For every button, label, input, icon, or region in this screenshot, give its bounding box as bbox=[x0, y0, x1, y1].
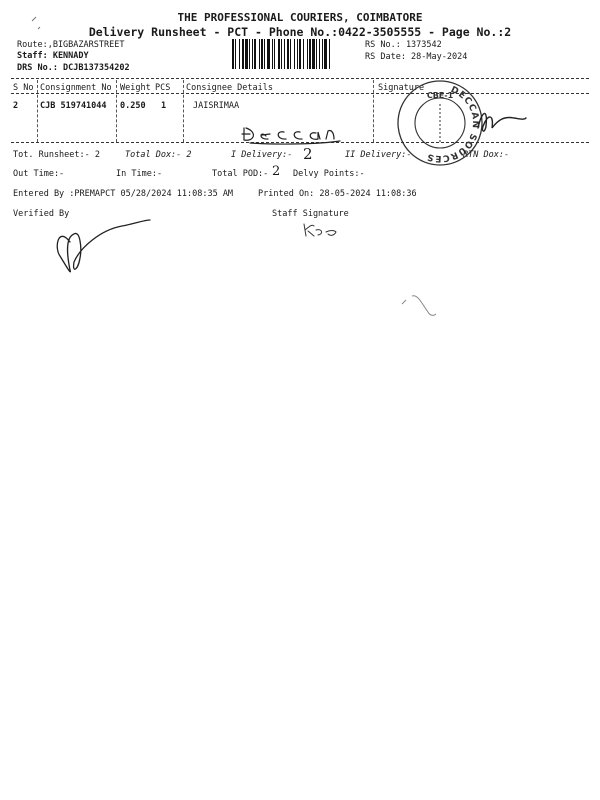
stamp-code: CBE-1 bbox=[426, 91, 454, 100]
cell-sno: 2 bbox=[13, 101, 19, 111]
handwritten-consignee-note bbox=[240, 120, 350, 146]
rs-number: RS No.: 1373542 bbox=[365, 40, 442, 50]
rs-date: RS Date: 28-May-2024 bbox=[365, 52, 468, 62]
barcode-bar bbox=[307, 39, 308, 69]
barcode-bar bbox=[329, 39, 330, 69]
barcode-bar bbox=[278, 39, 280, 69]
col-divider bbox=[183, 80, 184, 142]
in-time: In Time:- bbox=[116, 169, 163, 179]
verified-signature bbox=[50, 218, 160, 280]
barcode-bar bbox=[319, 39, 320, 69]
stamp-text: DECCAN SOURCES bbox=[425, 85, 481, 164]
barcode-bar bbox=[242, 39, 244, 69]
entered-by: Entered By :PREMAPCT 05/28/2024 11:08:35 AM bbox=[13, 189, 234, 199]
ii-delivery-label: II Delivery:- bbox=[345, 150, 412, 160]
divider-top bbox=[11, 78, 589, 79]
header-signature: Signature bbox=[378, 83, 425, 93]
cell-consignment: CJB 519741044 bbox=[40, 101, 107, 111]
delvy-points: Delvy Points:- bbox=[293, 169, 365, 179]
header-sno: S No bbox=[13, 83, 34, 93]
barcode-bar bbox=[312, 39, 315, 69]
divider-header bbox=[11, 93, 589, 94]
out-time: Out Time:- bbox=[13, 169, 65, 179]
drs-number: DRS No.: DCJB137354202 bbox=[17, 63, 130, 73]
stray-mark bbox=[30, 15, 50, 35]
barcode-bar bbox=[284, 39, 285, 69]
barcode-bar bbox=[299, 39, 301, 69]
stray-mark bbox=[398, 290, 438, 318]
barcode-bar bbox=[272, 39, 273, 69]
barcode-bar bbox=[245, 39, 248, 69]
barcode-bar bbox=[259, 39, 260, 69]
verified-by-label: Verified By bbox=[13, 209, 70, 219]
header-consignee: Consignee Details bbox=[186, 83, 273, 93]
barcode-bar bbox=[235, 39, 236, 69]
recipient-signature bbox=[470, 100, 530, 140]
tot-runsheet: Tot. Runsheet:- 2 bbox=[13, 150, 100, 160]
barcode-bar bbox=[322, 39, 323, 69]
staff-signature bbox=[300, 220, 344, 242]
header-weight: Weight bbox=[120, 83, 151, 93]
company-name: THE PROFESSIONAL COURIERS, COIMBATORE bbox=[177, 11, 423, 24]
barcode-bar bbox=[290, 39, 291, 69]
header-consignment: Consignment No bbox=[40, 83, 112, 93]
runsheet-title: Delivery Runsheet - PCT - Phone No.:0422-3505555 - Page No.:2 bbox=[88, 25, 512, 39]
barcode-bar bbox=[261, 39, 263, 69]
rtn-dox-label: RTN Dox:- bbox=[463, 150, 510, 160]
barcode-bar bbox=[249, 39, 250, 69]
i-delivery-handwritten: 2 bbox=[303, 145, 313, 163]
barcode-bar bbox=[252, 39, 253, 69]
barcode-bar bbox=[287, 39, 289, 69]
barcode-bar bbox=[281, 39, 282, 69]
barcode-bar bbox=[324, 39, 327, 69]
barcode-bar bbox=[232, 39, 234, 69]
total-pod-handwritten: 2 bbox=[272, 164, 281, 179]
barcode-bar bbox=[294, 39, 295, 69]
route-label: Route:,BIGBAZARSTREET bbox=[17, 40, 125, 50]
printed-on: Printed On: 28-05-2024 11:08:36 bbox=[258, 189, 417, 199]
cell-weight: 0.250 bbox=[120, 101, 146, 111]
staff-signature-label: Staff Signature bbox=[272, 209, 349, 219]
barcode-bar bbox=[309, 39, 311, 69]
staff-label: Staff: KENNADY bbox=[17, 51, 89, 61]
col-divider bbox=[373, 80, 374, 142]
i-delivery-label: I Delivery:- bbox=[231, 150, 293, 160]
barcode-bar bbox=[274, 39, 275, 69]
barcode-image bbox=[232, 39, 358, 69]
col-divider bbox=[37, 80, 38, 142]
header-pcs: PCS bbox=[155, 83, 171, 93]
cell-pcs: 1 bbox=[161, 101, 167, 111]
barcode-bar bbox=[297, 39, 298, 69]
cell-consignee: JAISRIMAA bbox=[193, 101, 240, 111]
barcode-bar bbox=[316, 39, 317, 69]
barcode-bar bbox=[254, 39, 256, 69]
barcode-bar bbox=[239, 39, 240, 69]
barcode-bar bbox=[303, 39, 304, 69]
barcode-bar bbox=[264, 39, 265, 69]
col-divider bbox=[116, 80, 117, 142]
barcode-bar bbox=[267, 39, 270, 69]
total-pod-label: Total POD:- bbox=[212, 169, 269, 179]
total-dox: Total Dox:- 2 bbox=[125, 150, 192, 160]
